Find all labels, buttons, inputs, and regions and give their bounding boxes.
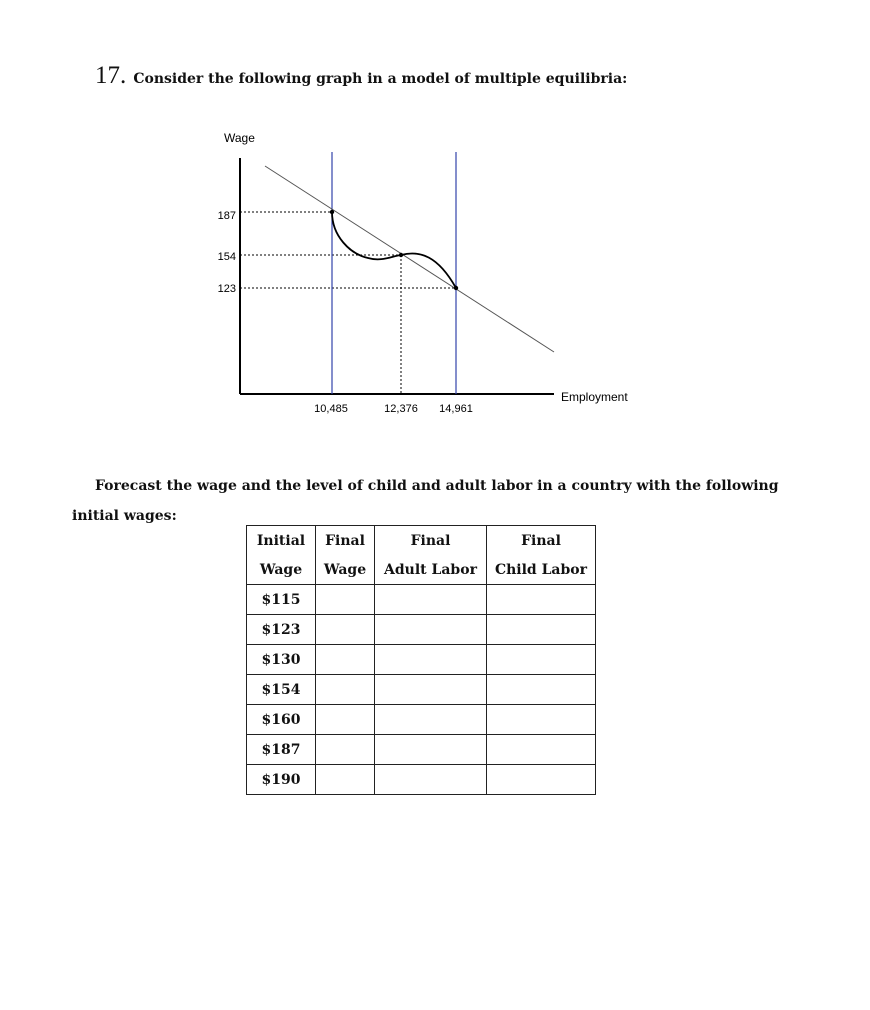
table-row: [247, 765, 596, 795]
forecast-instruction: Forecast the wage and the level of child and adult labor in a country with the following: [95, 478, 779, 494]
y-tick-label: 123: [217, 283, 236, 295]
final-wage-cell[interactable]: [316, 765, 375, 795]
demand-line: [265, 166, 554, 352]
initial-wage-cell: $187: [247, 735, 316, 765]
final-adult-labor-cell[interactable]: [375, 735, 487, 765]
multiple-equilibria-graph: [0, 0, 870, 470]
initial-wage-cell: $154: [247, 675, 316, 705]
initial-wage-cell: $160: [247, 705, 316, 735]
initial-wage-cell: $123: [247, 615, 316, 645]
equilibrium-point-123: [454, 286, 458, 290]
final-adult-labor-cell[interactable]: [375, 765, 487, 795]
header-final: Final: [487, 526, 596, 556]
final-wage-cell[interactable]: [316, 675, 375, 705]
header-adult-labor: Adult Labor: [375, 555, 487, 585]
final-wage-cell[interactable]: [316, 645, 375, 675]
initial-wage-cell: $130: [247, 645, 316, 675]
table-row: [247, 705, 596, 735]
final-child-labor-cell[interactable]: [487, 615, 596, 645]
forecast-instruction-cont: initial wages:: [72, 508, 177, 524]
final-child-labor-cell[interactable]: [487, 645, 596, 675]
final-wage-cell[interactable]: [316, 735, 375, 765]
final-child-labor-cell[interactable]: [487, 705, 596, 735]
equilibrium-point-154: [399, 253, 403, 257]
y-tick-label: 154: [217, 251, 236, 263]
final-adult-labor-cell[interactable]: [375, 585, 487, 615]
x-tick-label: 10,485: [314, 403, 348, 415]
final-adult-labor-cell[interactable]: [375, 675, 487, 705]
initial-wage-cell: $190: [247, 765, 316, 795]
question-prompt: Consider the following graph in a model of multiple equilibria:: [133, 71, 628, 87]
header-wage: Wage: [316, 555, 375, 585]
final-child-labor-cell[interactable]: [487, 765, 596, 795]
table-header-row: [247, 555, 596, 585]
final-wage-cell[interactable]: [316, 615, 375, 645]
final-adult-labor-cell[interactable]: [375, 705, 487, 735]
header-child-labor: Child Labor: [487, 555, 596, 585]
x-tick-label: 14,961: [439, 403, 473, 415]
final-wage-cell[interactable]: [316, 705, 375, 735]
y-axis-label: Wage: [224, 131, 255, 145]
forecast-table: [246, 525, 596, 795]
question-number: 17.: [95, 62, 127, 89]
header-wage: Wage: [247, 555, 316, 585]
initial-wage-cell: $115: [247, 585, 316, 615]
header-initial: Initial: [247, 526, 316, 556]
final-adult-labor-cell[interactable]: [375, 615, 487, 645]
header-final: Final: [316, 526, 375, 556]
final-adult-labor-cell[interactable]: [375, 645, 487, 675]
table-row: [247, 585, 596, 615]
x-tick-label: 12,376: [384, 403, 418, 415]
header-final: Final: [375, 526, 487, 556]
final-wage-cell[interactable]: [316, 585, 375, 615]
table-row: [247, 675, 596, 705]
final-child-labor-cell[interactable]: [487, 675, 596, 705]
table-row: [247, 735, 596, 765]
final-child-labor-cell[interactable]: [487, 735, 596, 765]
table-header-row: [247, 526, 596, 556]
x-axis-label: Employment: [561, 390, 628, 404]
table-row: [247, 645, 596, 675]
table-row: [247, 615, 596, 645]
equilibrium-point-187: [330, 210, 334, 214]
y-tick-label: 187: [217, 210, 236, 222]
final-child-labor-cell[interactable]: [487, 585, 596, 615]
